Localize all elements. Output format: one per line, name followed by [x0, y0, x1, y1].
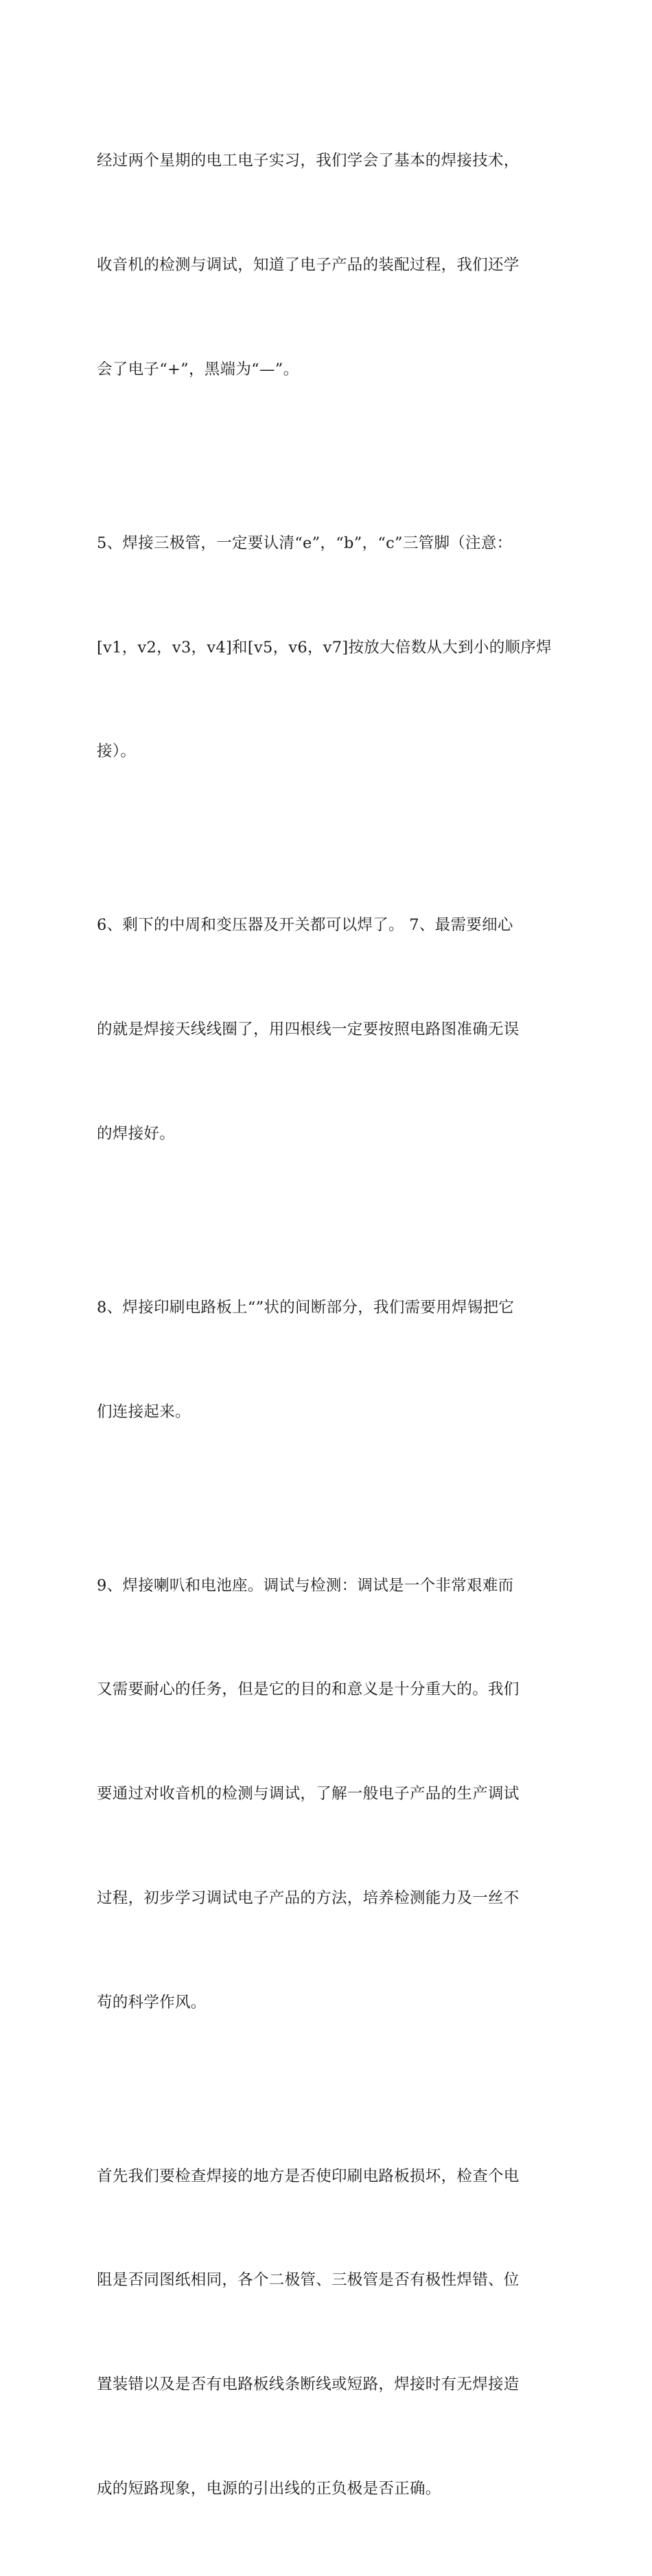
text-line: 6、剩下的中周和变压器及开关都可以焊了。 7、最需要细心 — [97, 916, 513, 935]
paragraph-5 — [97, 1498, 563, 2089]
text-line: 要通过对收音机的检测与调试，了解一般电子产品的生产调试 — [97, 1785, 520, 1803]
text-line: 8、焊接印刷电路板上“”状的间断部分，我们需要用焊锡把它 — [97, 1298, 515, 1317]
text-line: 会了电子“+”，黑端为“—”。 — [97, 360, 299, 378]
document-body — [97, 74, 563, 2576]
paragraph-1 — [97, 74, 563, 457]
text-line: 经过两个星期的电工电子实习，我们学会了基本的焊接技术， — [97, 152, 520, 170]
text-line: [v1，v2，v3，v4]和[v5，v6，v7]按放大倍数从大到小的顺序焊 — [97, 638, 552, 657]
text-line: 又需要耐心的任务，但是它的目的和意义是十分重大的。我们 — [97, 1680, 520, 1699]
text-line: 9、焊接喇叭和电池座。调试与检测：调试是一个非常艰难而 — [97, 1576, 514, 1595]
text-line: 苟的科学作风。 — [97, 1993, 207, 2011]
text-line: 接）。 — [97, 742, 137, 761]
text-line: 收音机的检测与调试，知道了电子产品的装配过程，我们还学 — [97, 255, 520, 274]
text-line: 成的短路现象，电源的引出线的正负极是否正确。 — [97, 2479, 441, 2498]
text-line: 首先我们要检查焊接的地方是否使印刷电路板损坏，检查个电 — [97, 2167, 520, 2185]
paragraph-6 — [97, 2089, 563, 2575]
paragraph-3 — [97, 839, 563, 1221]
text-line: 置装错以及是否有电路板线条断线或短路，焊接时有无焊接造 — [97, 2375, 520, 2394]
text-line: 的就是焊接天线线圈了，用四根线一定要按照电路图准确无误 — [97, 1021, 520, 1039]
text-line: 的焊接好。 — [97, 1124, 176, 1143]
text-line: 们连接起来。 — [97, 1402, 191, 1421]
paragraph-4 — [97, 1221, 563, 1499]
text-line: 5、焊接三极管，一定要认清“e”，“b”，“c”三管脚（注意： — [97, 534, 513, 552]
text-line: 过程，初步学习调试电子产品的方法，培养检测能力及一丝不 — [97, 1889, 520, 1907]
text-line: 阻是否同图纸相同，各个二极管、三极管是否有极性焊错、位 — [97, 2271, 520, 2290]
paragraph-2 — [97, 457, 563, 839]
